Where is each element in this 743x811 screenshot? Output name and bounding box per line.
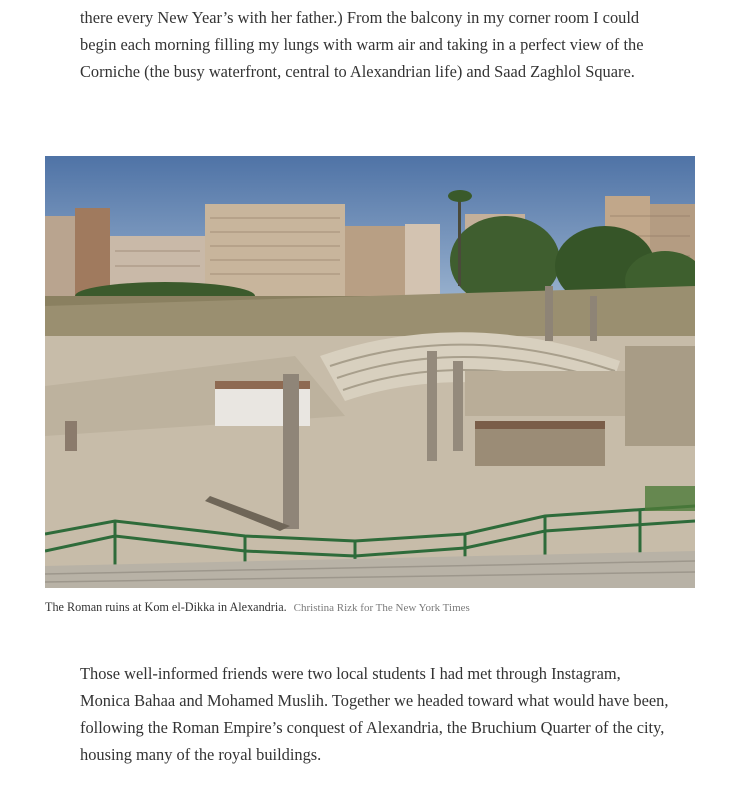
photo-caption: The Roman ruins at Kom el-Dikka in Alexandria. <box>45 600 287 614</box>
roman-ruins-photo <box>45 156 695 588</box>
article-paragraph-bottom: Those well-informed friends were two local students I had met through Instagram, Monica Bahaa and Mohamed Muslih. Together we headed toward what would have been, following the Roman Empire’s conquest of Alexandria, the Bruchium Quarter of the city, housing many of the royal buildings. <box>80 664 669 764</box>
article-photo <box>45 156 695 588</box>
article-paragraph-top: there every New Year’s with her father.) From the balcony in my corner room I could begin each morning filling my lungs with warm air and taking in a perfect view of the Corniche (the busy waterfront, central to Alexandrian life) and Saad Zaghlol Square. <box>80 8 644 81</box>
photo-caption-line <box>45 600 705 615</box>
photo-credit: Christina Rizk for The New York Times <box>293 602 470 614</box>
